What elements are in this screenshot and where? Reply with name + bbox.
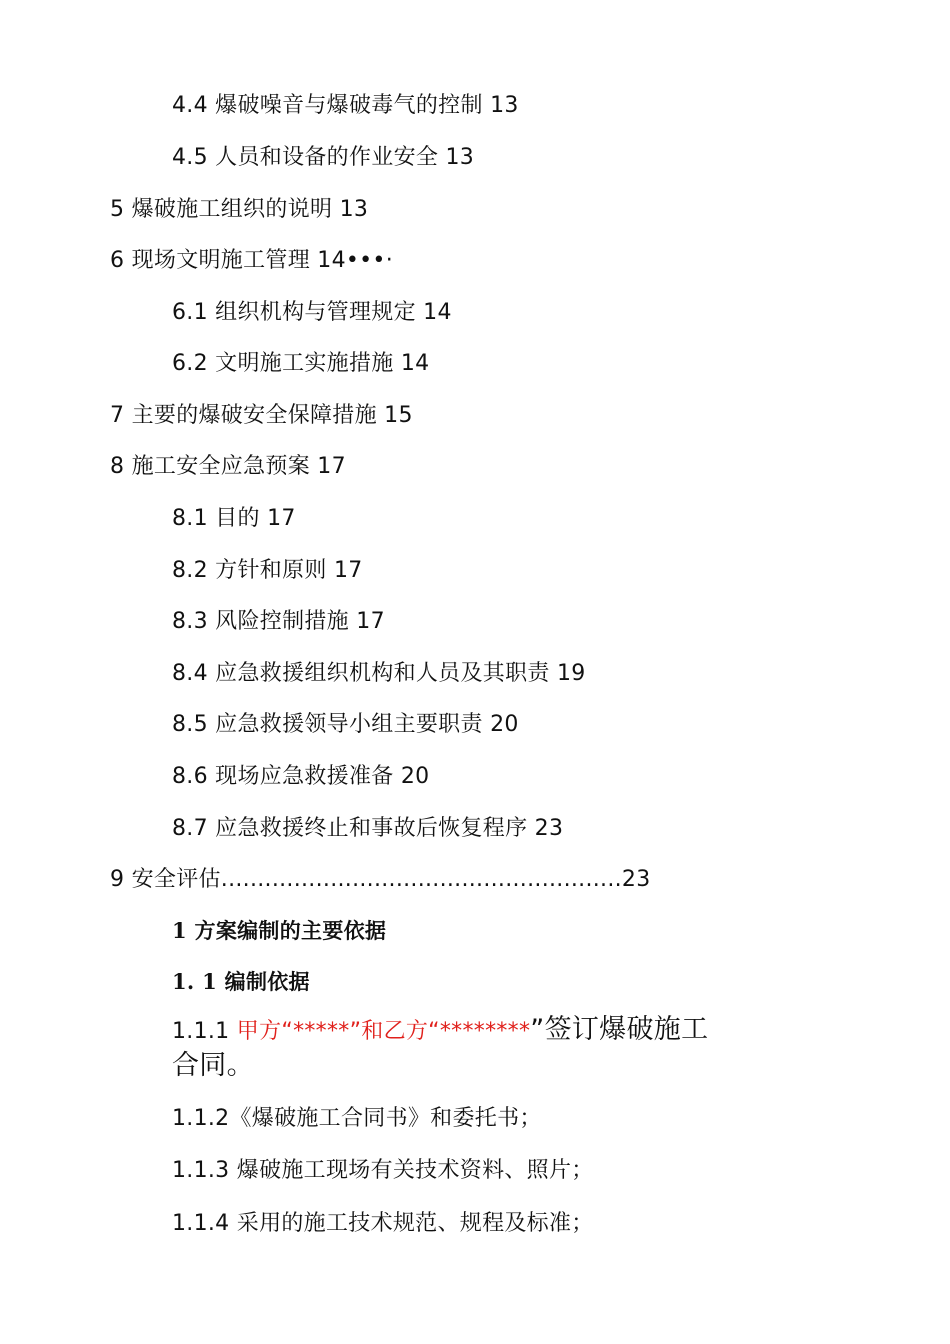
paragraph-1-1-1-line-1 (172, 1012, 708, 1048)
toc-item-5: 5 爆破施工组织的说明 13 (110, 197, 369, 222)
paragraph-1-1-3: 1.1.3 爆破施工现场有关技术资料、照片； (172, 1158, 594, 1183)
toc-item-6-1: 6.1 组织机构与管理规定 14 (172, 300, 452, 325)
section-heading-1-1: 1. 1 编制依据 (172, 969, 310, 994)
toc-item-8-6: 8.6 现场应急救援准备 20 (172, 764, 430, 789)
toc-item-7: 7 主要的爆破安全保障措施 15 (110, 403, 413, 428)
toc-item-6-2: 6.2 文明施工实施措施 14 (172, 351, 430, 376)
paragraph-1-1-4: 1.1.4 采用的施工技术规范、规程及标准； (172, 1211, 594, 1236)
toc-item-4-4: 4.4 爆破噪音与爆破毒气的控制 13 (172, 93, 519, 118)
toc-item-9: 9 安全评估.......................................................23 (110, 867, 651, 892)
paragraph-1-1-1-number: 1.1.1 (172, 1019, 237, 1044)
section-heading-1: 1 方案编制的主要依据 (172, 918, 387, 943)
paragraph-1-1-1-red-text: 甲方“*****”和乙方“******** (236, 1019, 531, 1044)
paragraph-1-1-2: 1.1.2《爆破施工合同书》和委托书； (172, 1106, 542, 1131)
toc-item-8-4: 8.4 应急救援组织机构和人员及其职责 19 (172, 661, 586, 686)
paragraph-1-1-1-rest: ”签订爆破施工 (530, 1014, 709, 1045)
toc-item-8-5: 8.5 应急救援领导小组主要职责 20 (172, 712, 519, 737)
toc-item-6: 6 现场文明施工管理 14•••· (110, 248, 394, 273)
toc-item-8-1: 8.1 目的 17 (172, 506, 296, 531)
toc-item-8-2: 8.2 方针和原则 17 (172, 558, 363, 583)
toc-item-4-5: 4.5 人员和设备的作业安全 13 (172, 145, 475, 170)
toc-item-8-7: 8.7 应急救援终止和事故后恢复程序 23 (172, 816, 564, 841)
paragraph-1-1-1-line-2: 合同。 (172, 1050, 254, 1081)
toc-item-8: 8 施工安全应急预案 17 (110, 454, 346, 479)
toc-item-8-3: 8.3 风险控制措施 17 (172, 609, 385, 634)
